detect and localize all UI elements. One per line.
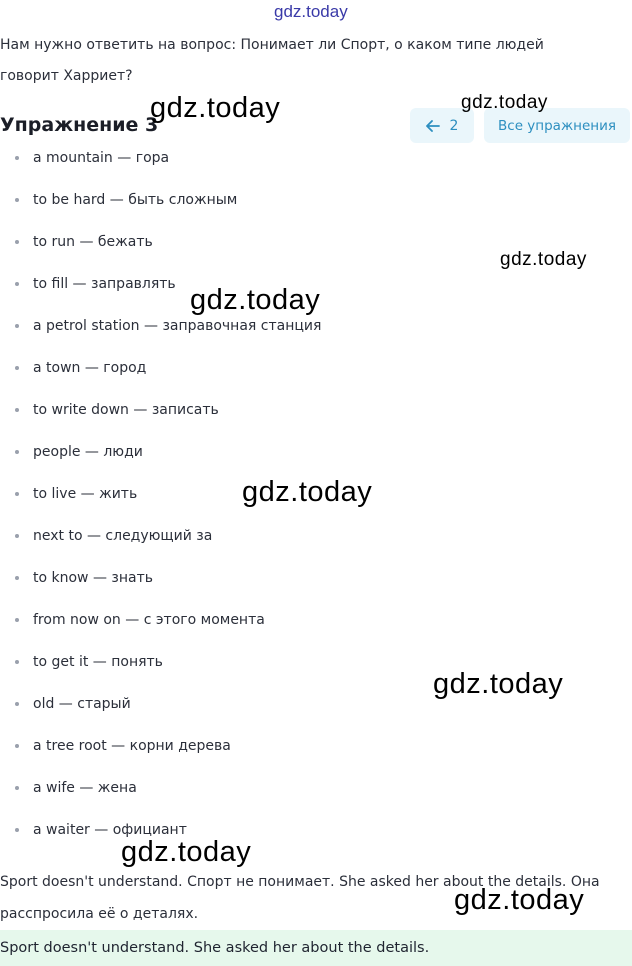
watermark: gdz.today [433, 668, 564, 700]
vocabulary-entry: a petrol station — заправочная станция [33, 318, 322, 334]
bullet-icon [15, 744, 19, 748]
vocabulary-entry: to be hard — быть сложным [33, 192, 238, 208]
vocabulary-entry: next to — следующий за [33, 528, 213, 544]
watermark: gdz.today [150, 92, 281, 124]
vocabulary-entry: a tree root — корни дерева [33, 738, 231, 754]
list-item [0, 398, 219, 422]
previous-exercise-number: 2 [449, 117, 459, 134]
watermark: gdz.today [454, 884, 585, 916]
list-item [0, 608, 265, 632]
bullet-icon [15, 534, 19, 538]
list-item [0, 146, 169, 170]
vocabulary-entry: a wife — жена [33, 780, 137, 796]
arrow-left-icon [426, 120, 440, 132]
list-item [0, 314, 321, 338]
list-item [0, 440, 143, 464]
bullet-icon [15, 660, 19, 664]
vocabulary-entry: a mountain — гора [33, 150, 170, 166]
watermark: gdz.today [190, 284, 321, 316]
bullet-icon [15, 324, 19, 328]
watermark: gdz.today [461, 92, 548, 113]
bullet-icon [15, 786, 19, 790]
bullet-icon [15, 492, 19, 496]
bullet-icon [15, 156, 19, 160]
vocabulary-entry: old — старый [33, 696, 131, 712]
list-item [0, 482, 137, 506]
bullet-icon [15, 702, 19, 706]
list-item [0, 188, 237, 212]
bullet-icon [15, 366, 19, 370]
bullet-icon [15, 240, 19, 244]
list-item [0, 230, 153, 254]
bullet-icon [15, 282, 19, 286]
vocabulary-entry: to know — знать [33, 570, 153, 586]
list-item [0, 272, 176, 296]
list-item [0, 692, 131, 716]
bullet-icon [15, 450, 19, 454]
list-item [0, 650, 163, 674]
final-answer-text: Sport doesn't understand. She asked her about the details. [0, 940, 430, 956]
list-item [0, 734, 231, 758]
vocabulary-entry: to run — бежать [33, 234, 153, 250]
list-item [0, 776, 137, 800]
bullet-icon [15, 576, 19, 580]
list-item [0, 566, 153, 590]
bullet-icon [15, 198, 19, 202]
vocabulary-entry: people — люди [33, 444, 143, 460]
vocabulary-entry: to live — жить [33, 486, 138, 502]
watermark: gdz.today [242, 476, 373, 508]
list-item [0, 524, 212, 548]
answer-translation: Sport doesn't understand. Спорт не понимает. She asked her about the details. Она расспросила её о деталях. [0, 874, 600, 922]
bullet-icon [15, 408, 19, 412]
bullet-icon [15, 828, 19, 832]
vocabulary-entry: to write down — записать [33, 402, 219, 418]
all-exercises-button[interactable]: Все упражнения [484, 108, 630, 143]
vocabulary-entry: from now on — с этого момента [33, 612, 265, 628]
final-answer [0, 930, 632, 966]
vocabulary-entry: to get it — понять [33, 654, 163, 670]
watermark: gdz.today [121, 836, 252, 868]
list-item [0, 356, 146, 380]
vocabulary-entry: to fill — заправлять [33, 276, 176, 292]
vocabulary-entry: a town — город [33, 360, 147, 376]
intro-question: Нам нужно ответить на вопрос: Понимает ли Спорт, о каком типе людей говорит Харриет? [0, 37, 544, 84]
bullet-icon [15, 618, 19, 622]
vocabulary-entry: a waiter — официант [33, 822, 187, 838]
exercise-title: Упражнение 3 [0, 114, 159, 136]
watermark-top: gdz.today [274, 2, 348, 21]
watermark: gdz.today [500, 249, 587, 270]
